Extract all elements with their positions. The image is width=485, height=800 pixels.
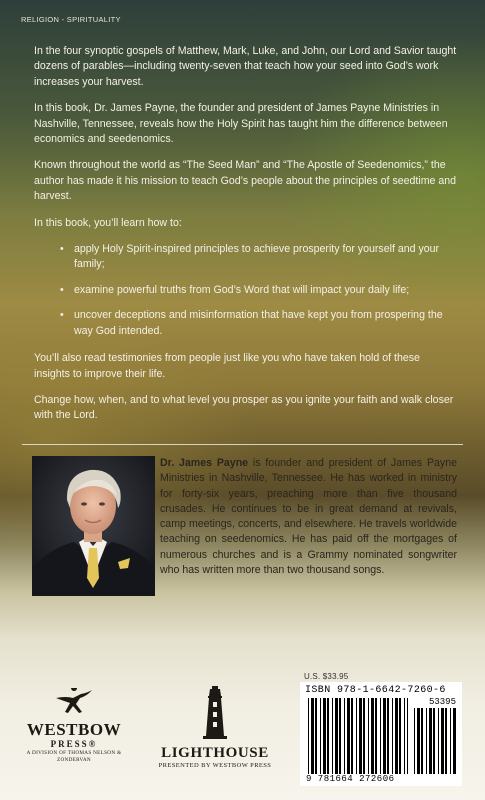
barcode-bar	[438, 708, 439, 774]
category-label: RELIGION - SPIRITUALITY	[21, 15, 121, 24]
barcode-bar	[327, 698, 329, 774]
barcode-bar	[383, 698, 386, 774]
westbow-name: WESTBOW	[26, 720, 122, 739]
price-label: U.S. $33.95	[304, 672, 349, 681]
barcode-bar	[335, 698, 338, 774]
westbow-press-logo	[18, 688, 130, 764]
barcode-bar	[453, 708, 456, 774]
list-item: • uncover deceptions and misinformation that have kept you from prospering the way God intended.	[34, 308, 457, 339]
section-divider	[22, 444, 463, 445]
paragraph-seed-man: Known throughout the world as “The Seed Man” and “The Apostle of Seedenomics,” the author has made it his mission to teach God’s people about the principles of seedtime and harvest.	[34, 159, 457, 203]
barcode-bar	[414, 708, 415, 774]
lighthouse-logo	[150, 686, 280, 770]
barcode-bar	[371, 698, 374, 774]
registered-mark: ®	[88, 739, 98, 749]
list-item: • examine powerful truths from God’s Word that will impact your daily life;	[34, 283, 457, 298]
barcode-bar	[380, 698, 381, 774]
barcode-bar	[356, 698, 357, 774]
barcode-bar	[426, 708, 427, 774]
description-block	[34, 44, 457, 435]
barcode-bars	[300, 682, 462, 786]
paragraph-learn-lead: In this book, you’ll learn how to:	[34, 216, 182, 229]
barcode-bar	[392, 698, 393, 774]
barcode-bar	[332, 698, 333, 774]
list-item: • apply Holy Spirit-inspired principles to achieve prosperity for yourself and your family;	[34, 242, 457, 273]
isbn-text: ISBN 978-1-6642-7260-6	[305, 685, 446, 696]
dancer-icon	[54, 688, 94, 716]
barcode-bar	[387, 698, 389, 774]
barcode-bar	[311, 698, 314, 774]
paragraph-author-intro: In this book, Dr. James Payne, the founder and president of James Payne Ministries in Nashville, Tennessee, reveals how the Holy Spirit has taught him the difference between economics and seedenomics.	[34, 102, 448, 146]
barcode-bar	[441, 708, 444, 774]
isbn-barcode	[300, 682, 462, 786]
lighthouse-subtitle: PRESENTED BY WESTBOW PRESS	[158, 762, 272, 769]
barcode-bar	[339, 698, 341, 774]
barcode-bar	[429, 708, 432, 774]
barcode-bar	[363, 698, 365, 774]
author-photo	[32, 456, 155, 596]
barcode-bar	[407, 698, 408, 774]
paragraph-call-to-action: Change how, when, and to what level you prosper as you ignite your faith and walk closer with the Lord.	[34, 393, 454, 422]
lighthouse-name: LIGHTHOUSE	[161, 745, 269, 761]
barcode-bar	[323, 698, 326, 774]
barcode-addon-number: 53395	[428, 697, 456, 707]
barcode-bar	[347, 698, 350, 774]
author-bio-text: is founder and president of James Payne Ministries in Nashville, Tennessee. He has worked in ministry for forty-six years, preaching more than five thousand crusades. He continues to be in great demand at revivals, camp meetings, concerts, and elsewhere. He travels worldwide teaching on seedenomics. He has paid off the mortgages of numerous churches and is a Grammy nominated songwriter who has written more than two thousand songs.	[160, 457, 458, 577]
barcode-bar	[308, 698, 309, 774]
barcode-bar	[351, 698, 353, 774]
barcode-bar	[433, 708, 435, 774]
author-name: Dr. James Payne	[160, 457, 249, 469]
paragraph-testimonies: You’ll also read testimonies from people just like you who have taken hold of these insights to improve their life.	[34, 352, 420, 380]
barcode-bar	[315, 698, 317, 774]
lighthouse-icon	[200, 686, 230, 740]
barcode-bar	[421, 708, 423, 774]
barcode-bar	[417, 708, 420, 774]
barcode-bar	[368, 698, 369, 774]
barcode-bar	[404, 698, 405, 774]
westbow-division: A DIVISION OF THOMAS NELSON & ZONDERVAN	[26, 750, 122, 763]
westbow-press-word: PRESS	[50, 739, 89, 749]
barcode-bar	[359, 698, 362, 774]
barcode-bar	[450, 708, 451, 774]
barcode-bar	[395, 698, 398, 774]
paragraph-intro: In the four synoptic gospels of Matthew, Mark, Luke, and John, our Lord and Savior taught dozens of parables—including twenty-seven that teach how your seed into God’s work increases your harvest.	[34, 45, 457, 88]
barcode-bar	[445, 708, 447, 774]
benefit-list	[34, 242, 457, 339]
barcode-bar	[320, 698, 321, 774]
author-bio	[160, 456, 457, 578]
barcode-bar	[399, 698, 401, 774]
barcode-bar	[344, 698, 345, 774]
barcode-digits: 9 781664 272606	[306, 774, 395, 784]
barcode-bar	[375, 698, 377, 774]
